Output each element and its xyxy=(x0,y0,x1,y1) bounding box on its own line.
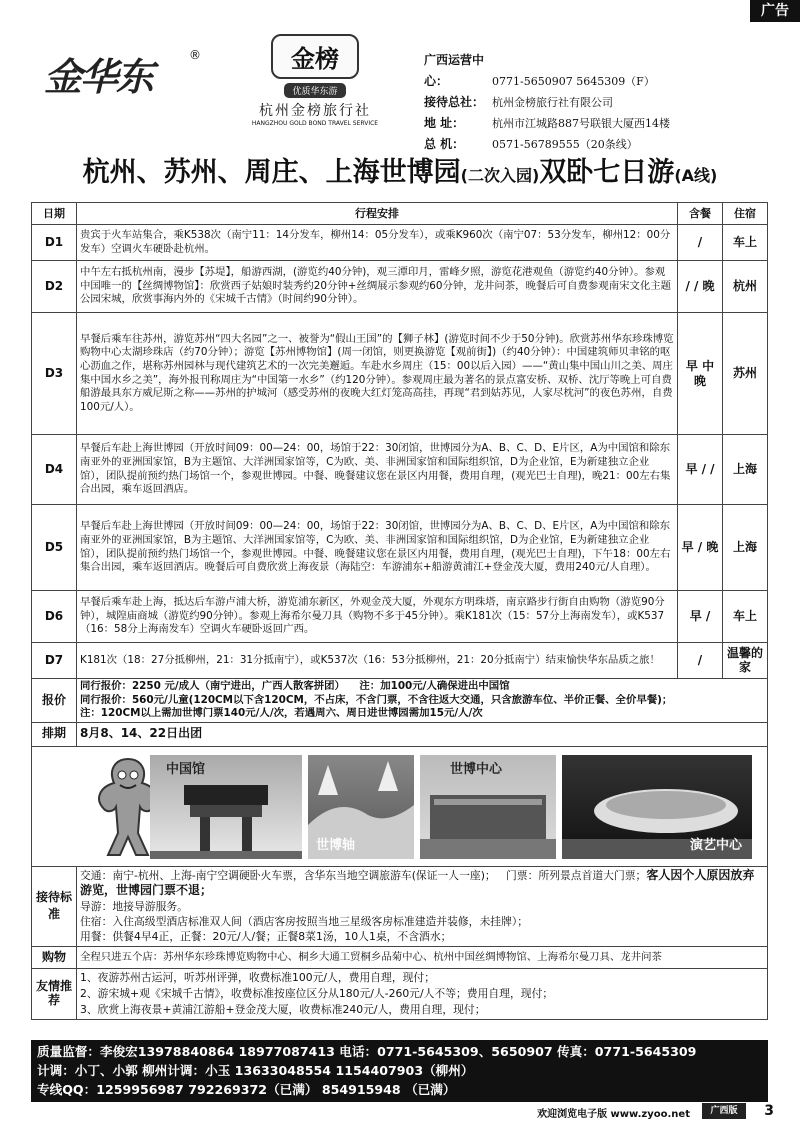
footer-contact: 质量监督：李俊宏13978840864 18977087413 电话：0771-5645309、5650907 传真：0771-5645309 计调：小丁、小郭 柳州计调：小玉 13633048554 1154407903（柳州） 专线QQ：1259956987 792269372（已满） 854915948 （已满） xyxy=(31,1040,768,1102)
edition-badge: 广西版 xyxy=(702,1103,746,1119)
contact-row: 地 址： 杭州市江城路887号联银大厦西14楼 xyxy=(424,116,670,130)
photo-caption: 世博轴 xyxy=(316,838,356,854)
photo-caption: 演艺中心 xyxy=(689,838,742,854)
day-row: D5 早餐后车赴上海世博园（开放时间09：00—24：00，场馆于22：30闭馆，世博园分为A、B、C、D、E片区，A为中国馆和除东南亚外的亚洲国家馆，B为主题馆、大洋洲国家馆等，C为欧、美、非洲国家馆和国际组织馆，D为企业馆，E为新建独立企业馆），团队提前预约热门场馆一个，参观世博园。中餐、晚餐建议您在景区内用餐，费用自理，(观光巴士自理)，下午18：00左右集合出园，乘车返回酒店。晚餐后可自费欣赏上海夜景（海陆空：车游浦东+船游黄浦江+登金茂大厦，费用240元/人自理）。 早 / 晚 上海 xyxy=(32,505,768,591)
seal-tag: 优质华东游 xyxy=(284,83,345,98)
contact-row: 总 机： 0571-56789555（20条线） xyxy=(424,137,638,151)
photo-row xyxy=(32,746,768,866)
seal-company-en: HANGZHOU GOLD BOND TRAVEL SERVICE xyxy=(251,120,379,127)
day-row: D6 早餐后乘车赴上海，抵达后车游卢浦大桥，游览浦东新区，外观金茂大厦，外观东方明珠塔，南京路步行街自由购物（游览90分钟），城隍庙商城（游览约90分钟）。参观上海希尔曼刀具（购物不多于45分钟）。乘K181次（15：57分上海南发车），或K537（16：58分上海南发车）空调火车硬卧返回广西。 早 / 车上 xyxy=(32,591,768,643)
day-row: D3 早餐后乘车往苏州，游览苏州“四大名园”之一、被誉为“假山王国”的【狮子林】(游览时间不少于50分钟)。欣赏苏州华东珍珠博览购物中心太湖珍珠店（约70分钟）；游览【苏州博物馆】(周一闭馆，则更换游览【观前街】)（约40分钟）：中国建筑师贝聿铭的呕心沥血之作，堪称苏州园林与现代建筑艺术的一次完美邂逅。车赴水乡周庄（15：00以后入园）——“黄山集中国山川之美、周庄集中国水乡之美”，海外报刊称周庄为“中国第一水乡”（约120分钟）。参观周庄最为著名的景点富安桥、双桥、沈厅等晚上可自费船游最具东方威尼斯之称——苏州的护城河（感受苏州的夜晚大红灯笼高高挂，再现“君到姑苏见，人家尽枕河”的夜色苏州，自费100元/人）。 早 中 晚 苏州 xyxy=(32,313,768,435)
table-header: 日期 行程安排 含餐 住宿 xyxy=(32,203,768,225)
itinerary-table xyxy=(31,202,768,1020)
contact-row: 接待总社： 杭州金榜旅行社有限公司 xyxy=(424,95,613,109)
seal-name: 金榜 xyxy=(271,34,359,79)
standard-row: 接待标准 交通：南宁-杭州、上海-南宁空调硬卧火车票，含华东当地空调旅游车(保证一人一座)； 门票：所列景点首道大门票；客人因个人原因放弃游览，世博园门票不退； 导游：地接导游服务。 住宿：入住高级型酒店标准双人间（酒店客房按照当地三星级客房标准建造并装修，未挂牌）； 用餐：供餐4早4正，正餐：20元/人/餐；正餐8菜1汤，10人1桌，不含酒水； xyxy=(32,866,768,946)
day-row: D4 早餐后车赴上海世博园（开放时间09：00—24：00，场馆于22：30闭馆，世博园分为A、B、C、D、E片区，A为中国馆和除东南亚外的亚洲国家馆，B为主题馆、大洋洲国家馆等，C为欧、美、非洲国家馆和国际组织馆，D为企业馆，E为新建独立企业馆），团队提前预约热门场馆一个，参观世博园。中餐、晚餐建议您在景区内用餐，费用自理，(观光巴士自理)，晚21：00左右集合出园，乘车返回酒店。 早 / / 上海 xyxy=(32,435,768,505)
contact-info xyxy=(424,50,776,155)
ad-tab: 广告 xyxy=(750,0,800,22)
photo-caption: 世博中心 xyxy=(450,761,503,777)
expo-axis-photo xyxy=(308,755,414,859)
jinbang-seal-logo xyxy=(248,32,382,132)
list-item: 2、游宋城+观《宋城千古情》，收费标准按座位区分从180元/人-260元/人不等；费用自理，现付； xyxy=(80,986,554,1000)
header xyxy=(36,28,776,151)
expo-center-photo xyxy=(420,755,556,859)
list-item: 1、夜游苏州古运河，听苏州评弹，收费标准100元/人，费用自理，现付； xyxy=(80,970,436,984)
contact-row: 广西运营中心： 0771-5650907 5645309（F） xyxy=(424,53,655,88)
performance-center-photo xyxy=(562,755,752,859)
registered-mark: ® xyxy=(189,48,201,62)
tour-title: 杭州、苏州、周庄、上海世博园(二次入园)双卧七日游(A线) xyxy=(82,157,718,188)
day-row: D2 中午左右抵杭州南，漫步【苏堤】，船游西湖，(游览约40分钟)，观三潭印月，雷峰夕照，游览花港观鱼（游览约40分钟）。参观中国唯一的【丝绸博物馆】：欣赏西子姑娘时装秀约20分钟+丝绸展示参观约60分钟，龙井问茶，晚餐后可自费参观南宋文化主题公园宋城，欣赏事海内外的《宋城千古情》（时间约90分钟）。 / / 晚 杭州 xyxy=(32,261,768,313)
jinhuadong-logo: 金华东 xyxy=(44,54,153,99)
day-row: D1 贵宾于火车站集合，乘K538次（南宁11：14分发车，柳州14：05分发车），或乘K960次（南宁07：53分发车，柳州12：00分发车）空调火车硬卧赴杭州。 / 车上 xyxy=(32,225,768,261)
seal-company: 杭州金榜旅行社 xyxy=(259,103,371,119)
china-pavilion-photo xyxy=(150,755,302,859)
friendly-row: 友情推荐 1、夜游苏州古运河，听苏州评弹，收费标准100元/人，费用自理，现付； 2、游宋城+观《宋城千古情》，收费标准按座位区分从180元/人-260元/人不等；费用自理，现付； 3、欣赏上海夜景+黄浦江游船+登金茂大厦，收费标准240元/人，费用自理，现付； xyxy=(32,968,768,1019)
price-row: 报价 同行报价：2250 元/成人（南宁进出，广西人散客拼团） 注：加100元/人确保进出中国馆 同行报价：560元/儿童(120CM以下含120CM，不占床，不含门票，不含往返大交通，只含旅游车位、半价正餐、全价早餐)； 注：120CM以上需加世博门票140元/人/次，若遇周六、周日进世博园需加15元/人/次 xyxy=(32,679,768,723)
day-row: D7 K181次（18：27分抵柳州，21：31分抵南宁），或K537次（16：53分抵柳州，21：20分抵南宁）结束愉快华东品质之旅！ / 温馨的家 xyxy=(32,643,768,679)
schedule-row: 排期 8月8、14、22日出团 xyxy=(32,722,768,746)
page-number: 3 xyxy=(764,1103,774,1119)
photo-caption: 中国馆 xyxy=(166,761,206,777)
list-item: 3、欣赏上海夜景+黄浦江游船+登金茂大厦，收费标准240元/人，费用自理，现付； xyxy=(80,1002,486,1016)
website-text: 欢迎浏览电子版 www.zyoo.net xyxy=(537,1109,690,1120)
shopping-row: 购物 全程只进五个店：苏州华东珍珠博览购物中心、桐乡大通工贸桐乡品菊中心、杭州中国丝绸博物馆、上海希尔曼刀具、龙井问茶 xyxy=(32,946,768,968)
